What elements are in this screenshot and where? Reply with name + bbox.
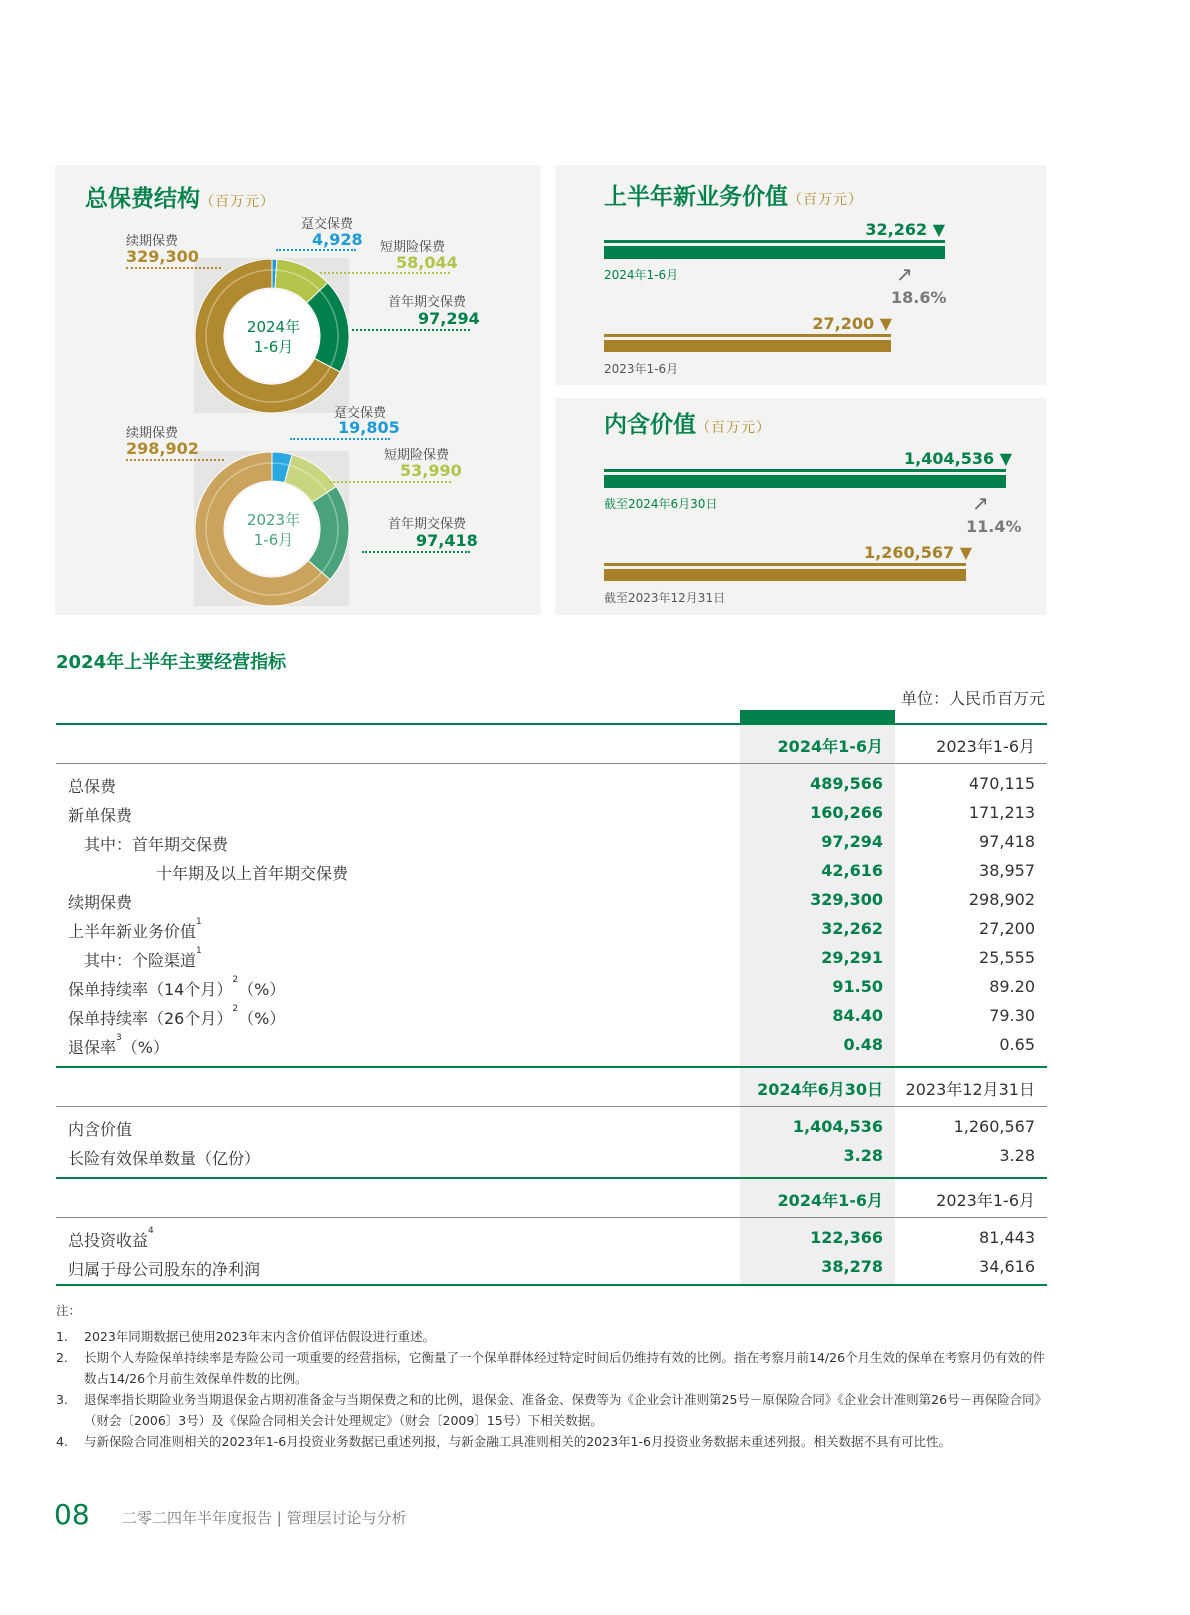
value-prior: 3.28 (999, 1146, 1035, 1165)
row-label: 上半年新业务价值$^1$ (68, 917, 202, 941)
value-current: 84.40 (832, 1006, 883, 1025)
renewal-value-2024: 329,300 (126, 247, 199, 266)
renewal-label-2024: 续期保费 (126, 234, 179, 249)
value-current: 0.48 (843, 1035, 883, 1054)
short-leader-2023 (330, 481, 451, 483)
value-prior: 79.30 (989, 1006, 1035, 1025)
header-cell: 2024年6月30日 (757, 1080, 883, 1099)
row-label: 退保率$^3$（%） (68, 1033, 169, 1057)
key-indicators-title: 2024年上半年主要经营指标 (56, 652, 287, 673)
first-year-leader-2023 (362, 551, 470, 553)
table-rule (56, 1284, 1047, 1286)
row-label: 续期保费 (68, 893, 133, 912)
renewal-value-2023: 298,902 (126, 439, 199, 458)
notes-label: 注： (56, 1303, 82, 1318)
nbv-2024-bar (604, 246, 945, 259)
renewal-leader-2024 (126, 267, 221, 269)
table-row (56, 856, 1047, 885)
value-prior: 38,957 (979, 861, 1035, 880)
row-label: 其中：首年期交保费 (84, 835, 229, 854)
value-prior: 171,213 (968, 803, 1035, 822)
short-leader-2024 (320, 272, 450, 274)
ev-title: 内含价值（百万元） (604, 412, 771, 438)
value-prior: 470,115 (968, 774, 1035, 793)
table-row (56, 1223, 1047, 1252)
value-current: 42,616 (821, 861, 883, 880)
footer-text: 二零二四年半年度报告 | 管理层讨论与分析 (122, 1509, 407, 1527)
value-current: 160,266 (810, 803, 883, 822)
table-rule (56, 1217, 1047, 1218)
donut-2023-center: 2023年 1-6月 (246, 511, 301, 549)
nbv-2023-label: 2023年1-6月 (604, 362, 679, 376)
ev-growth: 11.4% (966, 517, 1022, 536)
single-value-2024: 4,928 (312, 230, 363, 249)
value-current: 29,291 (821, 948, 883, 967)
table-row (56, 972, 1047, 1001)
short-value-2023: 53,990 (400, 461, 462, 480)
notes-section (56, 1300, 1056, 1452)
row-label: 其中：个险渠道$^1$ (84, 946, 202, 970)
row-label: 内含价值 (68, 1120, 133, 1139)
table-rule (56, 763, 1047, 764)
first-year-value-2023: 97,418 (416, 531, 478, 550)
header-cell: 2024年1-6月 (777, 1191, 883, 1210)
growth-arrow-icon: ↗ (972, 491, 989, 515)
ev-2024-bar (604, 475, 1006, 488)
header-cell: 2023年1-6月 (936, 737, 1035, 756)
nbv-2023-bar-line (604, 334, 891, 337)
value-prior: 25,555 (979, 948, 1035, 967)
row-label: 保单持续率（26个月）$^2$（%） (68, 1004, 286, 1028)
value-current: 122,366 (810, 1228, 883, 1247)
single-value-2023: 19,805 (338, 418, 400, 437)
value-prior: 97,418 (979, 832, 1035, 851)
row-label: 保单持续率（14个月）$^2$（%） (68, 975, 286, 999)
value-current: 3.28 (843, 1146, 883, 1165)
short-label-2024: 短期险保费 (380, 240, 446, 255)
row-label: 新单保费 (68, 806, 133, 825)
premium-structure-title: 总保费结构（百万元） (85, 186, 275, 212)
value-current: 32,262 (821, 919, 883, 938)
short-label-2023: 短期险保费 (384, 448, 450, 463)
value-prior: 27,200 (979, 919, 1035, 938)
single-leader-2023 (290, 438, 390, 440)
table-row (56, 798, 1047, 827)
nbv-2024-label: 2024年1-6月 (604, 268, 679, 282)
table-row (56, 1141, 1047, 1170)
row-label: 总保费 (68, 777, 117, 796)
first-year-label-2024: 首年期交保费 (388, 295, 467, 310)
renewal-leader-2023 (126, 459, 224, 461)
ev-2023-value: 1,260,567 ▼ (864, 543, 972, 562)
first-year-value-2024: 97,294 (418, 309, 480, 328)
note-item: 4. 与新保险合同准则相关的2023年1-6月投资业务数据已重述列报，与新金融工具准则相关的2023年1-6月投资业务数据未重述列报。相关数据不具有可比性。 (56, 1434, 951, 1449)
header-cell: 2023年12月31日 (905, 1080, 1035, 1099)
header-cell: 2024年1-6月 (777, 737, 883, 756)
ev-2024-bar-line (604, 469, 1006, 472)
table-row (56, 885, 1047, 914)
ev-2024-label: 截至2024年6月30日 (604, 497, 718, 511)
table-row (56, 914, 1047, 943)
ev-2023-bar (604, 569, 966, 581)
row-label: 总投资收益$^4$ (68, 1226, 154, 1250)
single-leader-2024 (276, 249, 356, 251)
nbv-title: 上半年新业务价值（百万元） (604, 184, 863, 210)
nbv-2024-bar-line (604, 240, 945, 243)
row-label: 十年期及以上首年期交保费 (156, 864, 349, 883)
table-header-row (56, 723, 1047, 763)
nbv-growth: 18.6% (891, 288, 947, 307)
nbv-2023-value: 27,200 ▼ (812, 314, 892, 333)
ev-2023-bar-line (604, 563, 966, 566)
value-current: 91.50 (832, 977, 883, 996)
value-prior: 81,443 (979, 1228, 1035, 1247)
table-row (56, 943, 1047, 972)
ev-2024-value: 1,404,536 ▼ (904, 449, 1012, 468)
row-label: 归属于母公司股东的净利润 (68, 1260, 261, 1279)
value-prior: 298,902 (968, 890, 1035, 909)
value-current: 1,404,536 (792, 1117, 883, 1136)
table-header-row (56, 1177, 1047, 1217)
unit-note: 单位：人民币百万元 (900, 689, 1045, 708)
note-item: 1. 2023年同期数据已使用2023年末内含价值评估假设进行重述。 (56, 1329, 436, 1344)
renewal-label-2023: 续期保费 (126, 426, 179, 441)
value-prior: 1,260,567 (953, 1117, 1035, 1136)
value-prior: 0.65 (999, 1035, 1035, 1054)
first-year-leader-2024 (352, 329, 470, 331)
ev-2023-label: 截至2023年12月31日 (604, 591, 726, 605)
nbv-2024-value: 32,262 ▼ (865, 220, 945, 239)
table-row (56, 1252, 1047, 1281)
value-current: 489,566 (810, 774, 883, 793)
header-cell: 2023年1-6月 (936, 1191, 1035, 1210)
value-prior: 34,616 (979, 1257, 1035, 1276)
note-item: 3. 退保率指长期险业务当期退保金占期初准备金与当期保费之和的比例，退保金、准备金、保费等为《企业会计准则第25号－原保险合同》《企业会计准则第26号－再保险合同》（财会〔2006〕3号）及《保险合同相关会计处理规定》（财会〔2009〕15号）下相关数据。 (56, 1392, 1048, 1428)
table-row (56, 827, 1047, 856)
table-row (56, 1112, 1047, 1141)
table-header-row (56, 1066, 1047, 1106)
value-current: 329,300 (810, 890, 883, 909)
value-prior: 89.20 (989, 977, 1035, 996)
growth-arrow-icon: ↗ (896, 262, 913, 286)
table-row (56, 769, 1047, 798)
value-current: 38,278 (821, 1257, 883, 1276)
nbv-2023-bar (604, 340, 891, 352)
page-number: 08 (54, 1498, 90, 1531)
table-row (56, 1030, 1047, 1059)
short-value-2024: 58,044 (396, 253, 458, 272)
first-year-label-2023: 首年期交保费 (388, 517, 467, 532)
highlight-column-cap (740, 710, 895, 723)
note-item: 2. 长期个人寿险保单持续率是寿险公司一项重要的经营指标，它衡量了一个保单群体经过特定时间后仍维持有效的比例。指在考察月前14/26个月生效的保单在考察月仍有效的件数占14/26个月前生效保单件数的比例。 (56, 1350, 1046, 1386)
donut-2024-center: 2024年 1-6月 (246, 318, 301, 356)
single-label-2023: 趸交保费 (334, 406, 387, 421)
table-row (56, 1001, 1047, 1030)
value-current: 97,294 (821, 832, 883, 851)
table-rule (56, 1106, 1047, 1107)
single-label-2024: 趸交保费 (301, 217, 354, 232)
row-label: 长险有效保单数量（亿份） (68, 1149, 261, 1168)
